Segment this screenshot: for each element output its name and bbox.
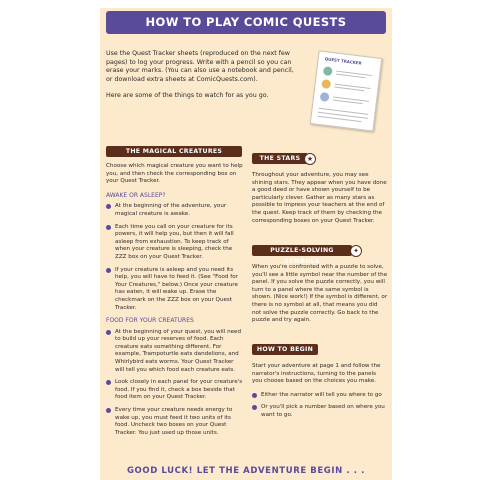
list-item <box>106 203 244 218</box>
list-item-text: Or you'll pick a number based on where you want to go. <box>261 404 385 418</box>
magical-creatures-section <box>106 163 244 442</box>
intro-paragraph-2: Here are some of the things to watch for as you go. <box>106 92 269 100</box>
list-item <box>252 392 388 400</box>
list-item-text: Every time your creature needs energy to wake up, you must feed it two units of its food. Uncheck two boxes on your Quest Tracker. You just used up those units. <box>115 407 233 436</box>
section-heading-magical-creatures: THE MAGICAL CREATURES <box>106 146 242 157</box>
magical-intro-text: Choose which magical creature you want to help you, and then check the corresponding box on your Quest Tracker. <box>106 163 243 185</box>
footer-message: GOOD LUCK! LET THE ADVENTURE BEGIN . . . <box>126 466 366 476</box>
quest-tracker-sheet-image <box>310 50 383 131</box>
puzzle-icon: ✦ <box>350 245 362 257</box>
section-heading-stars: THE STARS <box>252 153 308 164</box>
bullet-icon <box>106 380 111 385</box>
intro <box>106 50 294 109</box>
bullet-icon <box>106 408 111 413</box>
bullet-icon <box>252 405 257 410</box>
intro-paragraph: Use the Quest Tracker sheets (reproduced on the next few pages) to log your progress. Write with a pencil so you can erase your marks. (You can also use a notebook and pencil, or download extra sheets at ComicQuests.com). <box>106 50 294 83</box>
subheading-food-for-creatures: FOOD FOR YOUR CREATURES <box>106 317 194 325</box>
subheading-awake-or-asleep: AWAKE OR ASLEEP? <box>106 191 166 199</box>
section-heading-puzzle-symbols: PUZZLE-SOLVING SYMBOLS <box>252 245 352 256</box>
stars-text: Throughout your adventure, you may see shining stars. They appear when you have done a good deed or have shown yourself to be particularly clever. Gather as many stars as possible to impress your teachers at the end of the quest. Keep track of them by checking the corresponding boxes on your Quest Tracker. <box>252 172 387 224</box>
bullet-icon <box>252 393 257 398</box>
list-item <box>106 224 244 262</box>
list-item-text: Either the narrator will tell you where to go <box>261 391 382 398</box>
bullet-icon <box>106 268 111 273</box>
list-item-text: At the beginning of the adventure, your magical creature is awake. <box>115 203 227 217</box>
list-item-text: At the beginning of your quest, you will need to build up your reserves of food. Each creature eats something different. For example, Trampoturtle eats dandelions, and Whirlybird eats worms. Your Quest Tracker will tell you which food each creature eats. <box>115 328 242 373</box>
star-icon: ★ <box>304 153 316 165</box>
sheet-creature-circle <box>320 92 330 102</box>
puzzle-section <box>252 264 388 331</box>
list-item <box>106 407 244 437</box>
list-item <box>106 329 244 375</box>
list-item <box>252 404 388 419</box>
how-to-begin-section <box>252 363 388 425</box>
page-title: HOW TO PLAY COMIC QUESTS <box>106 11 386 34</box>
sheet-creature-circle <box>321 79 331 89</box>
bullet-icon <box>106 330 111 335</box>
stars-section <box>252 172 388 231</box>
sheet-creature-circle <box>323 66 333 76</box>
begin-text: Start your adventure at page 1 and follow the narrator's instructions, turning to the panels you choose based on the choices you make. <box>252 363 381 385</box>
page <box>100 8 392 480</box>
list-item-text: If your creature is asleep and you need its help, you will have to feed it. (See "Food for Your Creatures," below.) Once your creature has eaten, it will wake up. Erase the checkmark on the ZZZ box on your Quest Tracker. <box>115 266 238 311</box>
list-item-text: Each time you call on your creature for its powers, it will help you, but then it will fall asleep from exhaustion. To keep track of when your creature is sleeping, check the ZZZ box on your Quest Tracker. <box>115 223 234 260</box>
list-item-text: Look closely in each panel for your creature's food. If you find it, check a box beside that food item on your Quest Tracker. <box>115 379 243 401</box>
bullet-icon <box>106 225 111 230</box>
list-item <box>106 379 244 402</box>
bullet-icon <box>106 204 111 209</box>
puzzle-text: When you're confronted with a puzzle to solve, you'll see a little symbol near the number of the panel. If you solve the puzzle correctly, you will turn to a panel where the same symbol is shown. (Nice work!) If the symbol is different, or there is no symbol at all, that means you did not solve the puzzle correctly. Go back to the puzzle and try again. <box>252 264 388 324</box>
sheet-title: QUEST TRACKER <box>324 56 362 66</box>
list-item <box>106 267 244 313</box>
section-heading-how-to-begin: HOW TO BEGIN <box>252 344 318 355</box>
